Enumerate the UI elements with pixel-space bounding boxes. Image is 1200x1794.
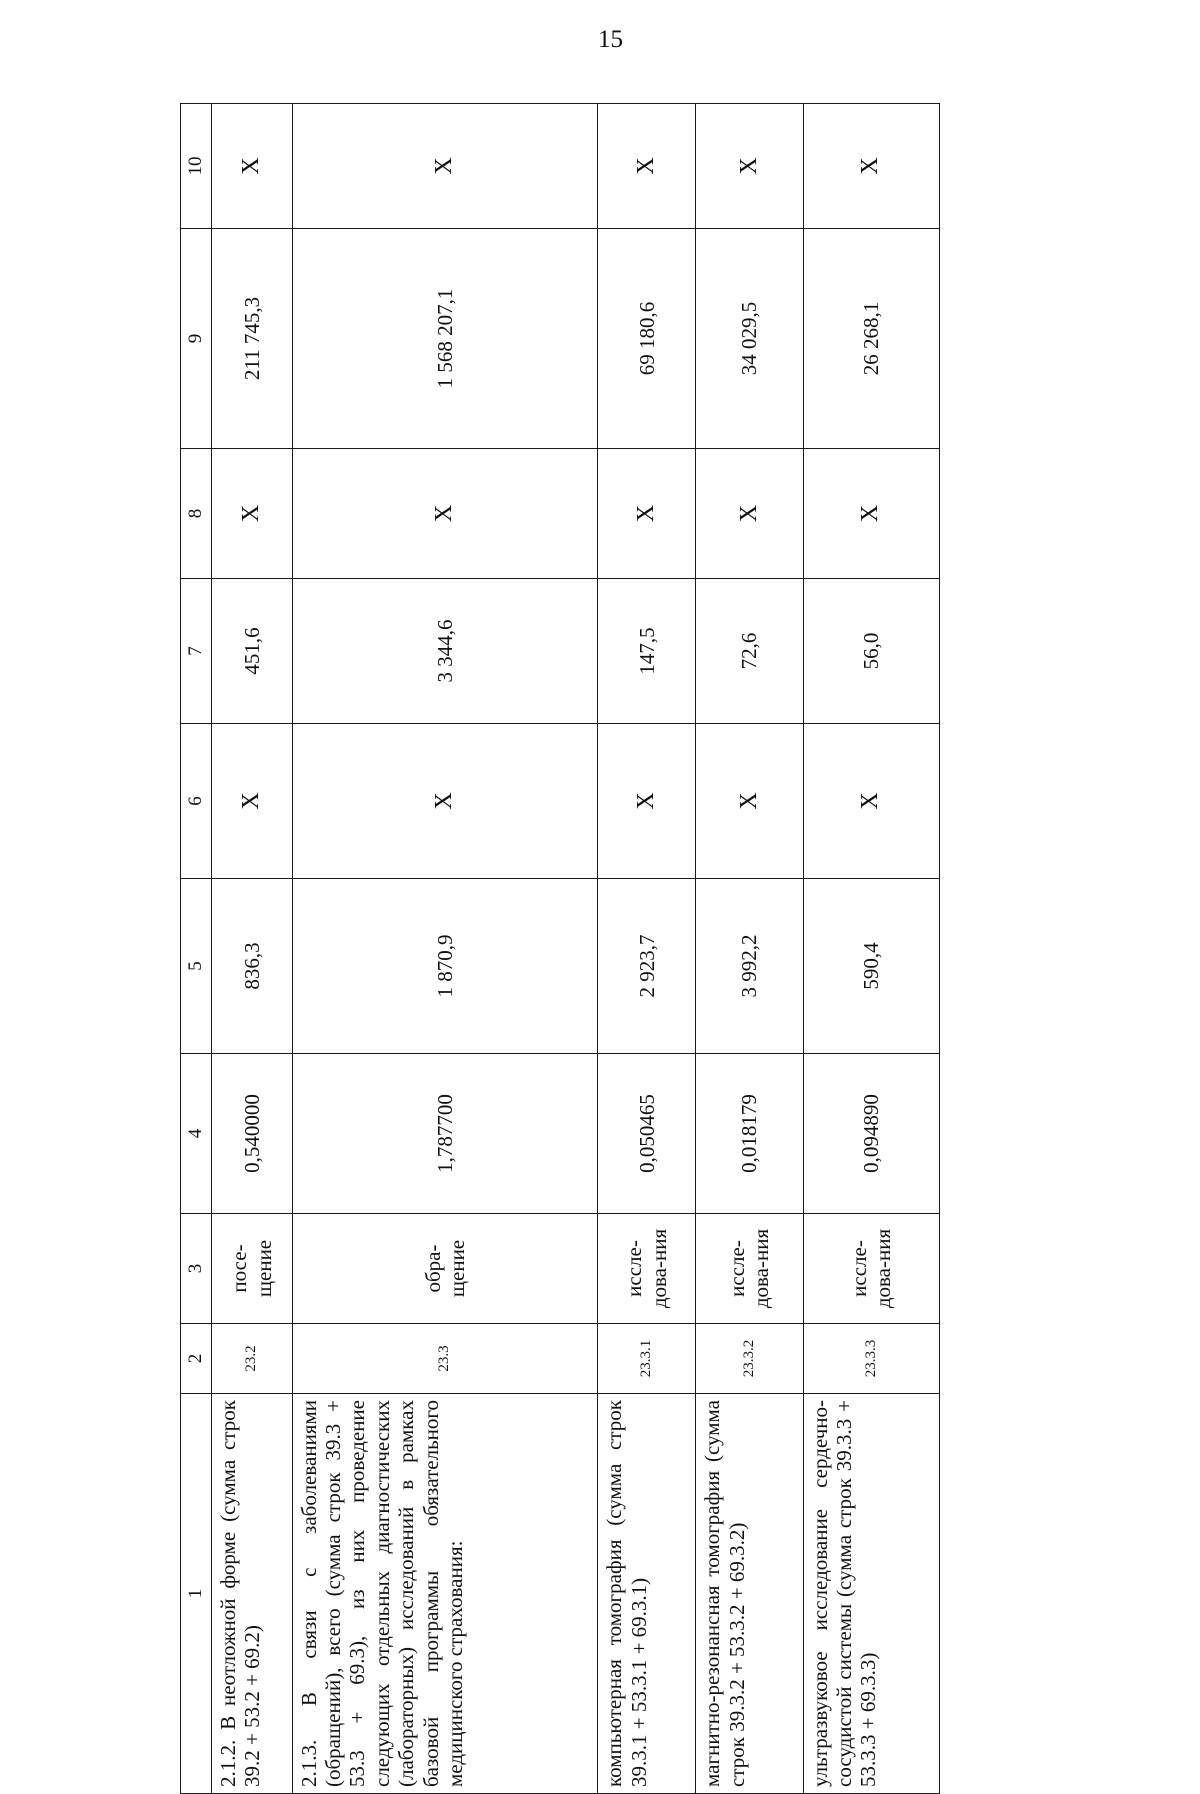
header-cell: 9: [181, 229, 212, 449]
table-row: [598, 104, 696, 1794]
row-description: 2.1.3. В связи с заболеваниями (обращений), всего (сумма строк 39.3 + 53.3 + 69.3), из них проведение следующих отдельных диагностических (лабораторных) исследований в рамках базовой программы обязательного медицинского страхования:: [292, 1394, 598, 1794]
header-cell: 5: [181, 879, 212, 1054]
x-cell: X: [696, 724, 804, 879]
value-cell: 26 268,1: [803, 229, 939, 449]
x-cell: X: [292, 104, 598, 229]
x-cell: X: [211, 724, 292, 879]
header-cell: 1: [181, 1394, 212, 1794]
value-cell: 34 029,5: [696, 229, 804, 449]
unit-cell: иссле-дова-ния: [598, 1214, 696, 1324]
row-number: 23.2: [211, 1324, 292, 1394]
value-cell: 1 870,9: [292, 879, 598, 1054]
table-row: [696, 104, 804, 1794]
row-description: магнитно-резонансная томография (сумма строк 39.3.2 + 53.3.2 + 69.3.2): [696, 1394, 804, 1794]
x-cell: X: [211, 449, 292, 579]
table-row: [211, 104, 292, 1794]
data-table: [180, 103, 940, 1794]
row-description: компьютерная томография (сумма строк 39.3.1 + 53.3.1 + 69.3.1): [598, 1394, 696, 1794]
page-number: 15: [598, 26, 623, 53]
value-cell: 836,3: [211, 879, 292, 1054]
table-wrapper: [180, 104, 940, 1794]
unit-cell: иссле-дова-ния: [803, 1214, 939, 1324]
x-cell: X: [803, 104, 939, 229]
value-cell: 2 923,7: [598, 879, 696, 1054]
x-cell: X: [598, 449, 696, 579]
row-description: ультразвуковое исследование сердечно-сосудистой системы (сумма строк 39.3.3 + 53.3.3 + 69.3.3): [803, 1394, 939, 1794]
row-description: 2.1.2. В неотложной форме (сумма строк 39.2 + 53.2 + 69.2): [211, 1394, 292, 1794]
x-cell: X: [803, 449, 939, 579]
value-cell: 1,787700: [292, 1054, 598, 1214]
value-cell: 0,050465: [598, 1054, 696, 1214]
value-cell: 147,5: [598, 579, 696, 724]
row-number: 23.3.1: [598, 1324, 696, 1394]
value-cell: 72,6: [696, 579, 804, 724]
value-cell: 56,0: [803, 579, 939, 724]
table-header-row: [181, 104, 212, 1794]
x-cell: X: [696, 449, 804, 579]
row-number: 23.3.3: [803, 1324, 939, 1394]
x-cell: X: [598, 724, 696, 879]
value-cell: 590,4: [803, 879, 939, 1054]
x-cell: X: [292, 449, 598, 579]
row-number: 23.3.2: [696, 1324, 804, 1394]
x-cell: X: [696, 104, 804, 229]
x-cell: X: [803, 724, 939, 879]
row-number: 23.3: [292, 1324, 598, 1394]
value-cell: 211 745,3: [211, 229, 292, 449]
table-row: [292, 104, 598, 1794]
x-cell: X: [598, 104, 696, 229]
header-cell: 4: [181, 1054, 212, 1214]
value-cell: 3 344,6: [292, 579, 598, 724]
header-cell: 3: [181, 1214, 212, 1324]
table-row: [803, 104, 939, 1794]
header-cell: 8: [181, 449, 212, 579]
value-cell: 0,094890: [803, 1054, 939, 1214]
value-cell: 0,018179: [696, 1054, 804, 1214]
x-cell: X: [211, 104, 292, 229]
header-cell: 2: [181, 1324, 212, 1394]
unit-cell: иссле-дова-ния: [696, 1214, 804, 1324]
unit-cell: обра-щение: [292, 1214, 598, 1324]
value-cell: 451,6: [211, 579, 292, 724]
unit-cell: посе-щение: [211, 1214, 292, 1324]
x-cell: X: [292, 724, 598, 879]
value-cell: 69 180,6: [598, 229, 696, 449]
value-cell: 0,540000: [211, 1054, 292, 1214]
value-cell: 1 568 207,1: [292, 229, 598, 449]
value-cell: 3 992,2: [696, 879, 804, 1054]
header-cell: 6: [181, 724, 212, 879]
header-cell: 10: [181, 104, 212, 229]
header-cell: 7: [181, 579, 212, 724]
